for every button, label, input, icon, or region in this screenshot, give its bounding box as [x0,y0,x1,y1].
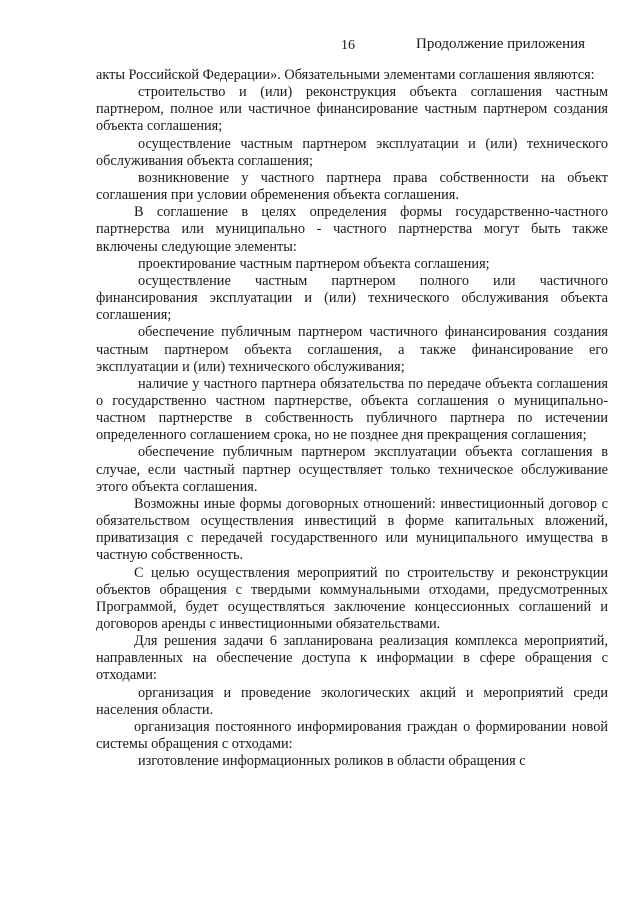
paragraph: изготовление информационных роликов в области обращения с [138,753,526,770]
paragraph: Для решения задачи 6 запланирована реализация комплекса мероприятий, направленных на обеспечение доступа к информации в сфере обращения с отходами: [96,633,608,684]
paragraph: акты Российской Федерации». Обязательными элементами соглашения являются: [96,67,595,83]
paragraph: осуществление частным партнером эксплуатации и (или) технического обслуживания объекта соглашения; [96,135,608,169]
paragraph: осуществление частным партнером полного или частичного финансирования эксплуатации и (или) технического обслуживания объекта соглашения; [96,272,608,324]
paragraph: наличие у частного партнера обязательства по передаче объекта соглашения о государственно частном партнерстве, объекта соглашения о муниципально- частном партнерстве в собственность публичного партнера по истечении определенного соглашением срока, но не позднее дня прекращения соглашения; [96,375,608,444]
paragraph: строительство и (или) реконструкция объекта соглашения частным партнером, полное или частичное финансирование частным партнером создания объекта соглашения; [96,84,608,135]
page-number: 16 [341,38,355,53]
paragraph: организация постоянного информирования граждан о формировании новой системы обращения с отходами: [96,718,608,753]
paragraph: Возможны иные формы договорных отношений: инвестиционный договор с обязательством осуществления инвестиций в форме капитальных вложений, приватизация с передачей государственного или муниципального имущества в частную собственность. [96,495,608,564]
paragraph: В соглашение в целях определения формы государственно-частного партнерства или муниципально - частного партнерства могут быть также включены следующие элементы: [96,204,608,255]
paragraph: С целью осуществления мероприятий по строительству и реконструкции объектов обращения с твердыми коммунальными отходами, предусмотренных Программой, будет осуществляться заключение концессионных соглашений и договоров аренды с инвестиционными обязательствами. [96,564,608,632]
paragraph: организация и проведение экологических акций и мероприятий среди населения области. [96,684,608,718]
running-head: Продолжение приложения [416,36,586,52]
paragraph: обеспечение публичным партнером частичного финансирования создания частным партнером объекта соглашения, а также финансирование его эксплуатации и (или) технического обслуживания; [96,324,608,375]
paragraph: возникновение у частного партнера права собственности на объект соглашения при условии обременения объекта соглашения. [96,169,608,204]
paragraph: обеспечение публичным партнером эксплуатации объекта соглашения в случае, если частный партнер осуществляет только техническое обслуживание этого объекта соглашения. [96,444,608,495]
document-body [96,67,608,770]
paragraph: проектирование частным партнером объекта соглашения; [138,255,490,272]
